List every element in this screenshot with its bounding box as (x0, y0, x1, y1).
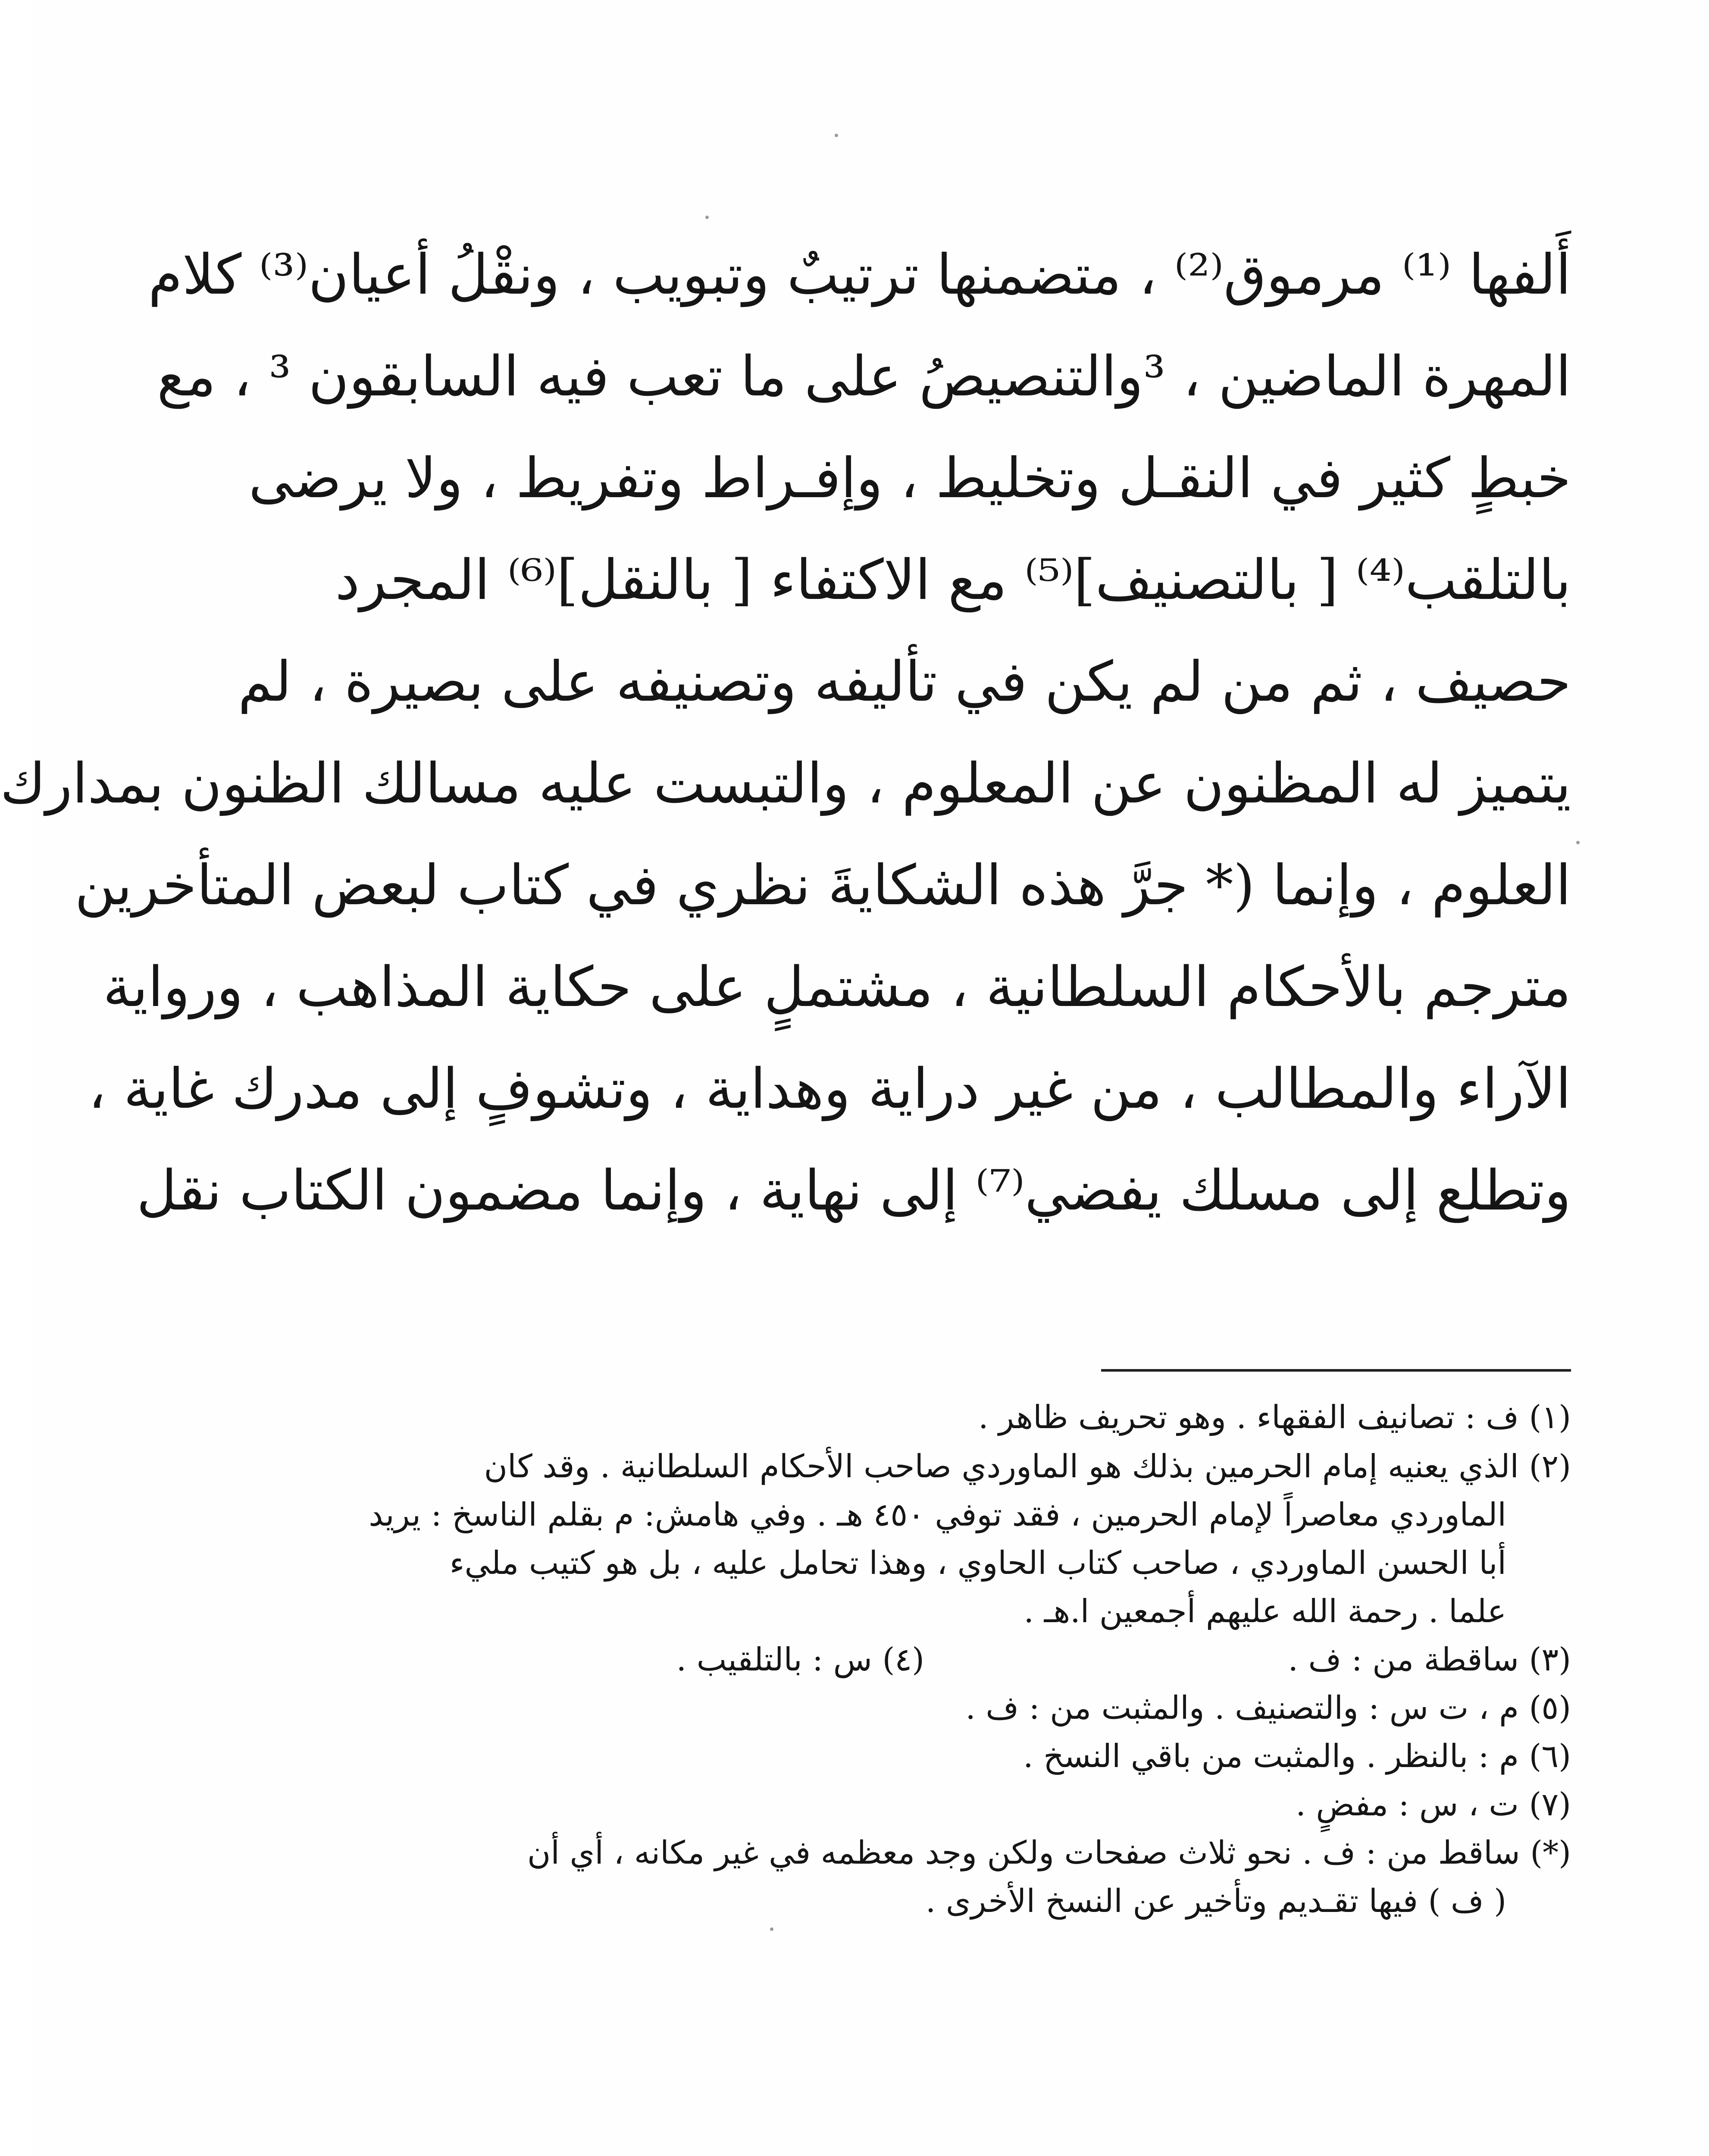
footnote-7: (٧) ت ، س : مفضٍ . (1296, 1786, 1571, 1823)
main-text-line: خبطٍ كثير في النقـل وتخليط ، وإفـراط وتفريط ، ولا يرضى (248, 446, 1571, 511)
main-text-line: العلوم ، وإنما (* جرَّ هذه الشكايةَ نظري في كتاب لبعض المتأخرين (75, 853, 1571, 918)
footnotes-block (161, 1393, 1571, 1925)
main-text-block (0, 224, 1571, 1242)
footnote-4: (٤) س : بالتلقيب . (676, 1641, 924, 1678)
main-text-line: وتطلع إلى مسلك يفضي⁽⁷⁾ إلى نهاية ، وإنما مضمون الكتاب نقل (136, 1159, 1571, 1223)
main-text-line: المهرة الماضين ، ³والتنصيصُ على ما تعب فيه السابقون ³ ، مع (157, 345, 1571, 409)
footnote-3: (٣) ساقطة من : ف . (1288, 1641, 1571, 1678)
main-text-line: يتميز له المظنون عن المعلوم ، والتبست عليه مسالك الظنون بمدارك (0, 752, 1571, 816)
scan-speck (770, 1927, 773, 1931)
main-text-line: أَلفها ⁽¹⁾ مرموق⁽²⁾ ، متضمنها ترتيبٌ وتبويب ، ونقْلُ أعيان⁽³⁾ كلام (148, 243, 1571, 307)
footnote-row-3-4 (161, 1636, 1571, 1684)
footnote-5: (٥) م ، ت س : والتصنيف . والمثبت من : ف . (965, 1689, 1571, 1727)
footnote-2-line: علما . رحمة الله عليهم أجمعين ا.هـ . (1024, 1593, 1506, 1630)
footnote-1: (١) ف : تصانيف الفقهاء . وهو تحريف ظاهر . (978, 1399, 1571, 1436)
footnote-star-line: (*) ساقط من : ف . نحو ثلاث صفحات ولكن وجد معظمه في غير مكانه ، أي أن (527, 1834, 1571, 1871)
footnote-2-line: (٢) الذي يعنيه إمام الحرمين بذلك هو الماوردي صاحب الأحكام السلطانية . وقد كان (484, 1448, 1571, 1485)
main-text-line: الآراء والمطالب ، من غير دراية وهداية ، وتشوفٍ إلى مدرك غاية ، (88, 1057, 1571, 1121)
footnote-2-line: أبا الحسن الماوردي ، صاحب كتاب الحاوي ، وهذا تحامل عليه ، بل هو كتيب مليء (449, 1545, 1506, 1582)
footnote-star-line: ( ف ) فيها تقـديم وتأخير عن النسخ الأخرى . (925, 1883, 1506, 1920)
main-text-line: بالتلقب⁽⁴⁾ [ بالتصنيف]⁽⁵⁾ مع الاكتفاء [ بالنقل]⁽⁶⁾ المجرد (335, 548, 1571, 612)
footnote-separator (1101, 1369, 1571, 1372)
scan-speck (1576, 841, 1580, 844)
footnote-2-line: الماوردي معاصراً لإمام الحرمين ، فقد توفي ٤٥٠ هـ . وفي هامش: م بقلم الناسخ : يريد (369, 1496, 1506, 1533)
scan-speck (835, 134, 838, 137)
main-text-line: مترجم بالأحكام السلطانية ، مشتملٍ على حكاية المذاهب ، ورواية (103, 955, 1571, 1019)
scan-speck (705, 216, 709, 219)
main-text-line: حصيف ، ثم من لم يكن في تأليفه وتصنيفه على بصيرة ، لم (238, 650, 1571, 714)
footnote-6: (٦) م : بالنظر . والمثبت من باقي النسخ . (1023, 1738, 1571, 1775)
